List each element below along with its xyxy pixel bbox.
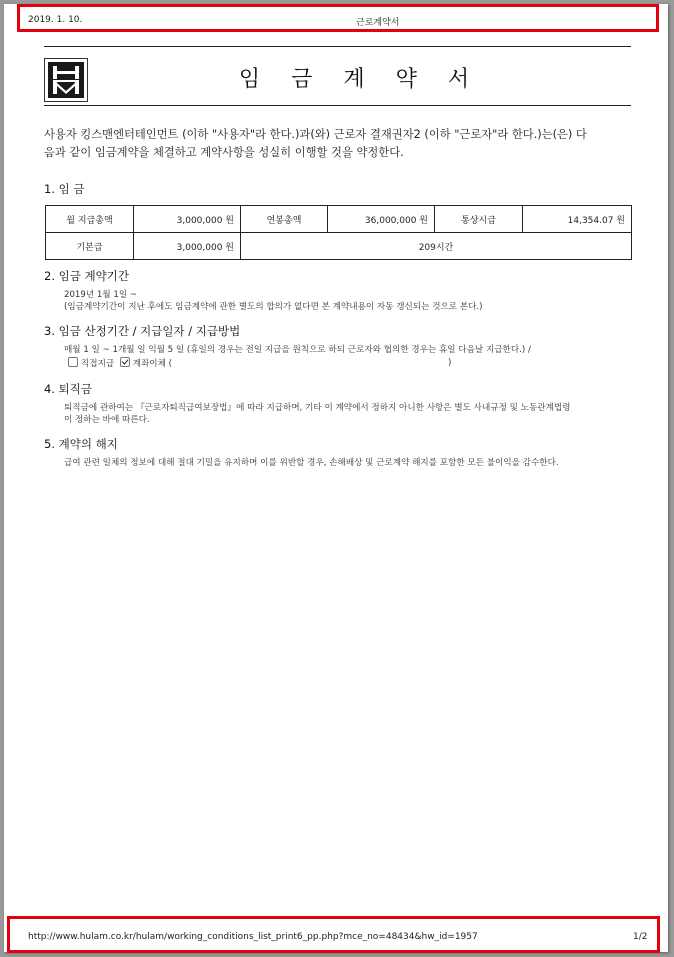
working-hours-value: 209시간 (241, 233, 632, 260)
bank-transfer-close: ) (448, 358, 452, 368)
bank-transfer-label: 계좌이체 ( (132, 359, 172, 369)
annual-salary-value: 36,000,000 원 (328, 206, 435, 233)
section-period-heading: 2. 임금 계약기간 (44, 269, 129, 283)
base-pay-label: 기본급 (46, 233, 134, 260)
wage-table (45, 205, 632, 260)
table-row (46, 206, 632, 233)
ordinary-hourly-value: 14,354.07 원 (523, 206, 632, 233)
monthly-total-label: 월 지급총액 (46, 206, 134, 233)
termination-text: 급여 관련 일체의 정보에 대해 절대 기밀을 유지하며 이를 위반할 경우, 손해배상 및 근로계약 해지를 포함한 모든 불이익을 감수한다. (64, 458, 559, 468)
severance-text-1: 퇴직금에 관하여는 『근로자퇴직급여보장법』에 따라 지급하며, 기타 이 계약에서 정하지 아니한 사항은 별도 사내규정 및 노동관계법령 (64, 403, 571, 413)
section-termination-heading: 5. 계약의 해지 (44, 437, 118, 451)
monthly-total-value: 3,000,000 원 (134, 206, 241, 233)
annual-salary-label: 연봉총액 (241, 206, 328, 233)
title-rule (44, 105, 631, 106)
hm-logo-glyph (48, 62, 84, 98)
bank-transfer-checkbox[interactable] (120, 357, 130, 367)
top-rule (44, 46, 631, 47)
ordinary-hourly-label: 통상시급 (435, 206, 523, 233)
table-row (46, 233, 632, 260)
intro-line-1: 사용자 킹스맨엔터테인먼트 (이하 "사용자"라 한다.)과(와) 근로자 결재권자2 (이하 "근로자"라 한다.)는(은) 다 (44, 128, 587, 141)
print-header-title: 근로계약서 (356, 18, 400, 28)
section-severance-heading: 4. 퇴직금 (44, 382, 92, 396)
page-number: 1/2 (633, 932, 648, 942)
print-date: 2019. 1. 10. (28, 15, 83, 25)
header-highlight-box (17, 4, 659, 32)
section-payment-heading: 3. 임금 산정기간 / 지급일자 / 지급방법 (44, 324, 241, 338)
direct-payment-label: 직접지급 (81, 359, 115, 369)
print-footer-url[interactable]: http://www.hulam.co.kr/hulam/working_conditions_list_print6_pp.php?mce_no=48434&hw_id=1957 (28, 932, 478, 942)
intro-paragraph (44, 126, 634, 162)
document-title: 임 금 계 약 서 (238, 67, 482, 92)
base-pay-value: 3,000,000 원 (134, 233, 241, 260)
hm-logo-icon (44, 58, 88, 102)
direct-payment-checkbox[interactable] (68, 357, 78, 367)
payment-method-row (68, 357, 172, 371)
period-start: 2019년 1월 1일 ~ (64, 290, 138, 300)
section-wage-heading: 1. 임 금 (44, 182, 85, 196)
period-note: (임금계약기간이 지난 후에도 임금계약에 관한 별도의 합의가 없다면 본 계약내용이 자동 갱신되는 것으로 본다.) (64, 302, 483, 312)
severance-text-2: 이 정하는 바에 따른다. (64, 415, 150, 425)
payment-schedule: 매월 1 일 ~ 1개월 일 익월 5 일 (휴일의 경우는 전일 지급을 원칙으로 하되 근로자와 협의한 경우는 휴일 다음날 지급한다.) / (64, 345, 531, 355)
intro-line-2: 음과 같이 임금계약을 체결하고 계약사항을 성실히 이행할 것을 약정한다. (44, 146, 404, 159)
